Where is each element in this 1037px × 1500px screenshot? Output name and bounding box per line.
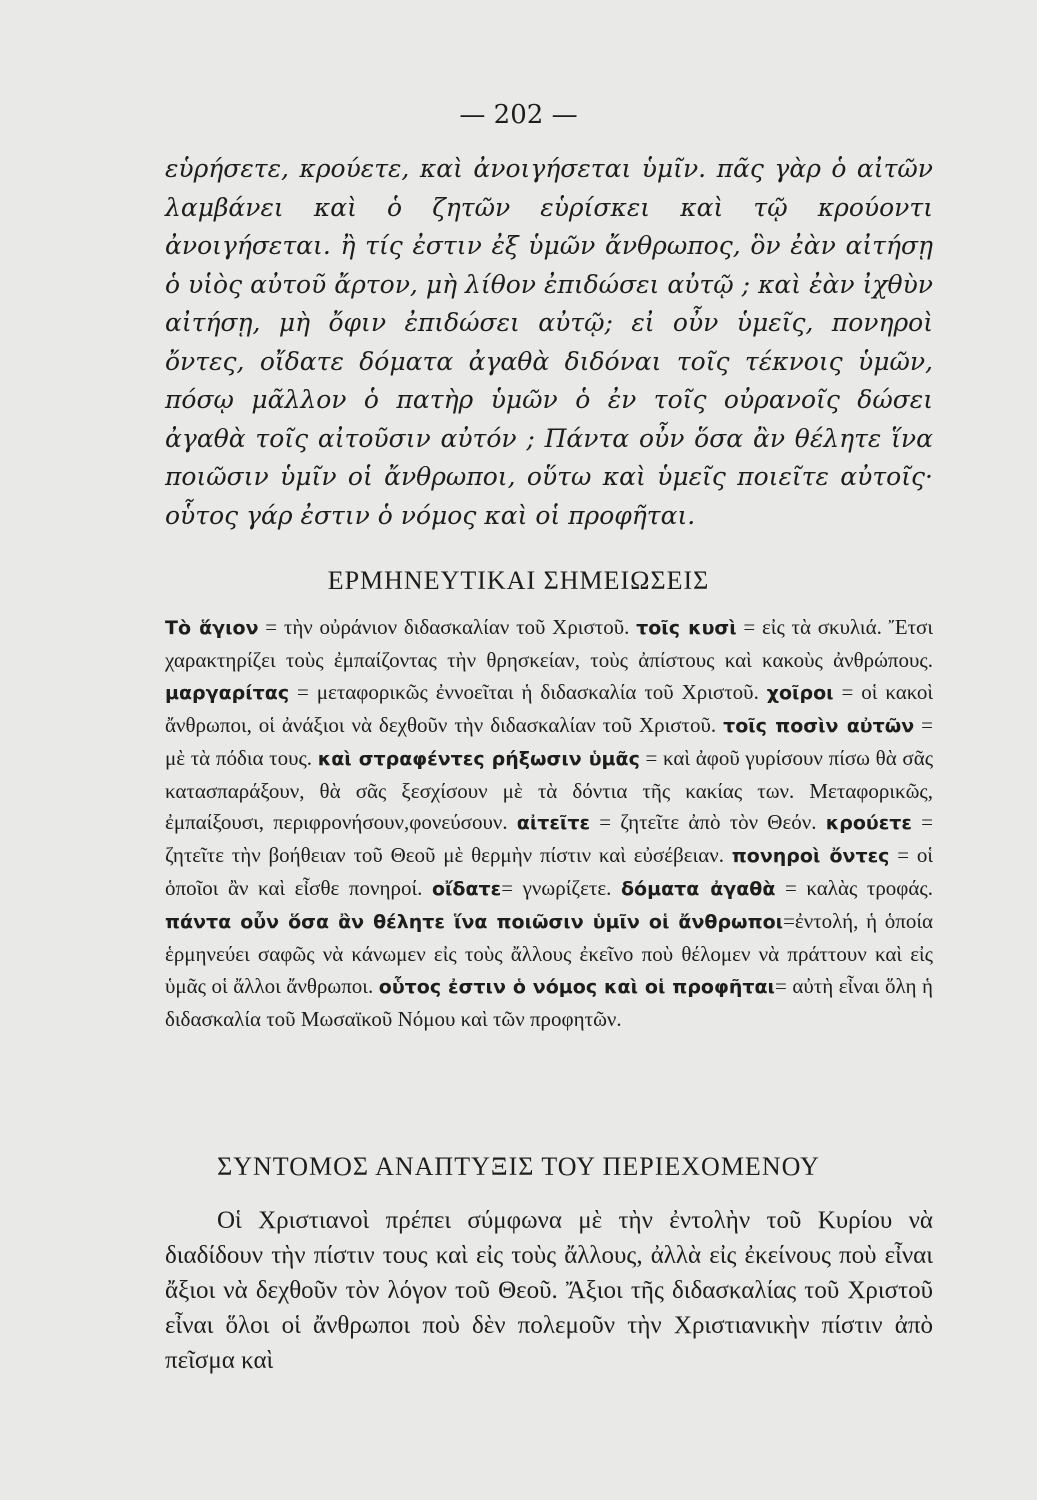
note-term: πάντα οὖν ὅσα ἂν θέλητε ἵνα ποιῶσιν ὑμῖν οἱ ἄνθρωποι: [165, 911, 784, 934]
note-gloss: = οἱ κακοὶ ἄνθρωποι, οἱ ἀνάξιοι νὰ δεχθοῦν τὴν διδασκαλίαν τοῦ Χριστοῦ.: [165, 679, 933, 737]
summary-heading: ΣΥΝΤΟΜΟΣ ΑΝΑΠΤΥΞΙΣ ΤΟΥ ΠΕΡΙΕΧΟΜΕΝΟΥ: [217, 1152, 820, 1181]
interpretive-notes: [165, 612, 933, 1036]
note-term: οὗτος ἐστιν ὁ νόμος καὶ οἱ προφῆται: [378, 975, 775, 998]
note-term: Τὸ ἅγιον: [165, 617, 259, 639]
page-number: — 202 —: [459, 100, 578, 130]
note-gloss: = καλὰς τροφάς.: [775, 876, 933, 901]
note-term: μαργαρίτας: [165, 681, 290, 704]
note-gloss: = εἰς τὰ σκυλιά. Ἔτσι χαρακτηρίζει τοὺς ἐμπαίζοντας τὴν θρησκείαν, τοὺς ἀπίστους καὶ κακοὺς ἀνθρώπους.: [165, 615, 933, 672]
note-gloss: = τὴν οὐράνιον διδασκαλίαν τοῦ Χριστοῦ.: [258, 615, 637, 639]
note-term: αἰτεῖτε: [516, 812, 591, 835]
note-term: κρούετε: [825, 812, 912, 835]
note-gloss: = μὲ τὰ πόδια τους.: [165, 712, 934, 770]
note-gloss: = καὶ ἀφοῦ γυρίσουν πίσω θὰ σᾶς κατασπαράξουν, θὰ σᾶς ξεσχίσουν μὲ τὰ δόντια τῆς κακίας των. Μεταφορικῶς, ἐμπαίξουσι, περιφρονήσουν,φονεύσουν.: [165, 745, 934, 835]
note-gloss: = γνωρίζετε.: [501, 876, 621, 901]
scripture-passage: εὑρήσετε, κρούετε, καὶ ἀνοιγήσεται ὑμῖν. πᾶς γὰρ ὁ αἰτῶν λαμβάνει καὶ ὁ ζητῶν εὑρίσκει καὶ τῷ κρούοντι ἀνοιγήσεται. ἢ τίς ἐστιν ἐξ ὑμῶν ἄνθρωπος, ὃν ἐὰν αἰτήσῃ ὁ υἱὸς αὐτοῦ ἄρτον, μὴ λίθον ἐπιδώσει αὐτῷ ; καὶ ἐὰν ἰχθὺν αἰτήσῃ, μὴ ὄφιν ἐπιδώσει αὐτῷ; εἰ οὖν ὑμεῖς, πονηροὶ ὄντες, οἴδατε δόματα ἀγαθὰ διδόναι τοῖς τέκνοις ὑμῶν, πόσῳ μᾶλλον ὁ πατὴρ ὑμῶν ὁ ἐν τοῖς οὐρανοῖς δώσει ἀγαθὰ τοῖς αἰτοῦσιν αὐτόν ; Πάντα οὖν ὅσα ἂν θέλητε ἵνα ποιῶσιν ὑμῖν οἱ ἄνθρωποι, οὕτω καὶ ὑμεῖς ποιεῖτε αὐτοῖς· οὗτος γάρ ἐστιν ὁ νόμος καὶ οἱ προφῆται.: [165, 154, 933, 530]
note-gloss: = ζητεῖτε τὴν βοήθειαν τοῦ Θεοῦ μὲ θερμὴν πίστιν καὶ εὐσέβειαν.: [165, 810, 934, 868]
note-term: χοῖροι: [766, 681, 834, 704]
note-term: τοῖς κυσὶ: [636, 617, 737, 639]
summary-text: Οἱ Χριστιανοὶ πρέπει σύμφωνα μὲ τὴν ἐντολὴν τοῦ Κυρίου νὰ διαδίδουν τὴν πίστιν τους καὶ εἰς τοὺς ἄλλους, ἀλλὰ εἰς ἐκείνους ποὺ εἶναι ἄξιοι νὰ δεχθοῦν τὸν λόγον τοῦ Θεοῦ. Ἄξιοι τῆς διδασκαλίας τοῦ Χριστοῦ εἶναι ὅλοι οἱ ἄνθρωποι ποὺ δὲν πολεμοῦν τὴν Χριστιανικὴν πίστιν ἀπὸ πεῖσμα καὶ: [165, 1207, 933, 1374]
note-term: δόματα ἀγαθὰ: [620, 878, 776, 901]
note-term: οἴδατε: [431, 878, 502, 901]
note-gloss: = ζητεῖτε ἀπὸ τὸν Θεόν.: [590, 810, 826, 835]
summary-paragraph: [165, 1203, 933, 1378]
note-gloss: = αὐτὴ εἶναι ὅλη ἡ διδασκαλία τοῦ Μωσαϊκοῦ Νόμου καὶ τῶν προφητῶν.: [165, 973, 933, 1031]
note-term: καὶ στραφέντες ρήξωσιν ὑμᾶς: [317, 747, 640, 770]
note-gloss: = μεταφορικῶς ἐννοεῖται ἡ διδασκαλία τοῦ Χριστοῦ.: [289, 679, 767, 704]
note-term: πονηροὶ ὄντες: [731, 845, 890, 868]
note-gloss: =ἐντολή, ἡ ὁποία ἑρμηνεύει σαφῶς νὰ κάνωμεν εἰς τοὺς ἄλλους ἐκεῖνο ποὺ θέλομεν νὰ πράττουν καὶ εἰς ὑμᾶς οἱ ἄλλοι ἄνθρωποι.: [165, 909, 933, 998]
note-term: τοῖς ποσὶν αὐτῶν: [723, 714, 915, 737]
notes-heading: ΕΡΜΗΝΕΥΤΙΚΑΙ ΣΗΜΕΙΩΣΕΙΣ: [327, 566, 710, 595]
note-gloss: = οἱ ὁποῖοι ἂν καὶ εἶσθε πονηροί.: [165, 843, 933, 901]
